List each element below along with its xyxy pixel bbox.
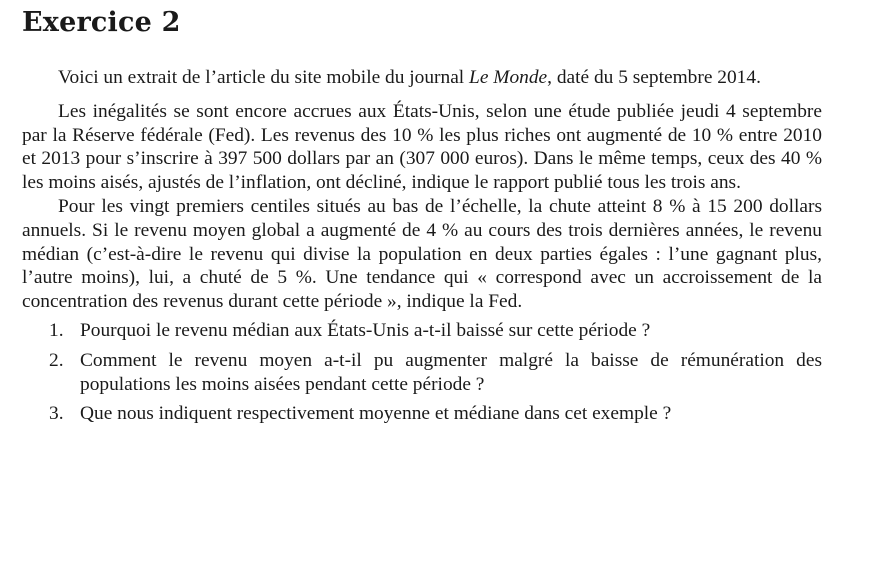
question-number: 3. bbox=[49, 403, 64, 425]
document-page bbox=[22, 8, 822, 432]
article-paragraph-1: Les inégalités se sont encore accrues aux États-Unis, selon une étude publiée jeudi 4 septembre par la Réserve fédérale (Fed). Les revenus des 10 % les plus riches ont augmenté de 10 % entre 2010 et 2013 pour s’inscrire à 397 500 dollars par an (307 000 euros). Dans le même temps, ceux des 40 % les moins aisés, ajustés de l’inflation, ont décliné, indique le rapport publié tous les trois ans. bbox=[22, 100, 822, 194]
question-item bbox=[22, 402, 822, 426]
exercise-title: Exercice 2 bbox=[22, 7, 181, 38]
question-list bbox=[22, 319, 822, 426]
intro-text-before: Voici un extrait de l’article du site mobile du journal bbox=[58, 67, 470, 88]
question-text: Comment le revenu moyen a-t-il pu augmenter malgré la baisse de rémunération des populations les moins aisées pendant cette période ? bbox=[80, 349, 822, 395]
question-item bbox=[22, 319, 822, 343]
question-text: Que nous indiquent respectivement moyenne et médiane dans cet exemple ? bbox=[80, 403, 672, 425]
question-number: 2. bbox=[49, 349, 64, 371]
intro-paragraph bbox=[22, 66, 822, 90]
intro-text-after: , daté du 5 septembre 2014. bbox=[547, 67, 761, 88]
question-text: Pourquoi le revenu médian aux États-Unis a-t-il baissé sur cette période ? bbox=[80, 319, 651, 341]
question-number: 1. bbox=[49, 319, 64, 341]
article-paragraph-2: Pour les vingt premiers centiles situés au bas de l’échelle, la chute atteint 8 % à 15 200 dollars annuels. Si le revenu moyen global a augmenté de 4 % au cours des trois dernières années, le revenu médian (c’est-à-dire le revenu qui divise la population en deux parties égales : l’une gagnant plus, l’autre moins), lui, a chuté de 5 %. Une tendance qui « correspond avec un accroissement de la concentration des revenus durant cette période », indique la Fed. bbox=[22, 195, 822, 313]
newspaper-name: Le Monde bbox=[469, 67, 548, 88]
question-item bbox=[22, 349, 822, 397]
